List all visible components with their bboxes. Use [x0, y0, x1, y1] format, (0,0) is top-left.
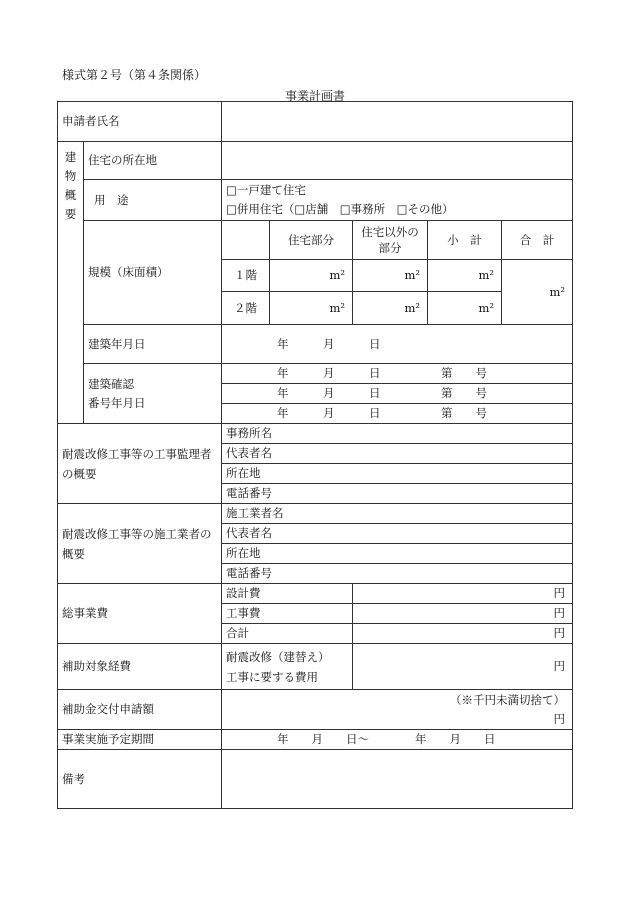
construction-cost-field[interactable]: 円: [353, 604, 573, 624]
contractor-address-field[interactable]: 所在地: [222, 544, 573, 564]
confirmation-row[interactable]: 年 月 日 第 号: [222, 364, 573, 384]
cost-total-field[interactable]: 円: [353, 624, 573, 644]
applicant-name-field[interactable]: [222, 102, 573, 142]
contractor-phone-field[interactable]: 電話番号: [222, 564, 573, 584]
floor-2-residential-area[interactable]: m²: [270, 292, 353, 325]
total-cost-label: 総事業費: [58, 584, 222, 644]
scale-header-subtotal: 小 計: [428, 221, 502, 260]
scale-header-total: 合 計: [502, 221, 573, 260]
document-title: 事業計画書: [284, 89, 345, 103]
scale-header-blank: [222, 221, 270, 260]
supervisor-representative-field[interactable]: 代表者名: [222, 444, 573, 464]
subsidy-target-label: 補助対象経費: [58, 644, 222, 690]
supervisor-phone-field[interactable]: 電話番号: [222, 484, 573, 504]
total-area[interactable]: m²: [502, 260, 573, 325]
subsidy-target-amount-field[interactable]: 円: [353, 644, 573, 690]
contractor-name-field[interactable]: 施工業者名: [222, 504, 573, 524]
confirmation-row[interactable]: 年 月 日 第 号: [222, 384, 573, 404]
rounding-note: （※千円未満切捨て）: [450, 692, 566, 707]
scale-header-residential: 住宅部分: [270, 221, 353, 260]
design-cost-label: 設計費: [222, 584, 353, 604]
supervisor-section-label: 耐震改修工事等の工事監理者の概要: [58, 424, 222, 504]
floor-2-label: ２階: [222, 292, 270, 325]
form-number-label: 様式第２号（第４条関係）: [62, 68, 207, 82]
design-cost-field[interactable]: 円: [353, 584, 573, 604]
supervisor-address-field[interactable]: 所在地: [222, 464, 573, 484]
building-confirmation-label: 建築確認 番号年月日: [84, 364, 222, 424]
floor-1-residential-area[interactable]: m²: [270, 260, 353, 292]
floor-1-label: １階: [222, 260, 270, 292]
remarks-label: 備考: [58, 750, 222, 809]
applicant-name-label: 申請者氏名: [58, 102, 222, 142]
construction-date-label: 建築年月日: [84, 325, 222, 364]
usage-options[interactable]: [222, 180, 573, 221]
cost-total-label: 合計: [222, 624, 353, 644]
subsidy-target-item: 耐震改修（建替え） 工事に要する費用: [222, 644, 353, 690]
usage-option-detached[interactable]: □一戸建て住宅: [226, 183, 306, 197]
period-label: 事業実施予定期間: [58, 730, 222, 750]
confirmation-row[interactable]: 年 月 日 第 号: [222, 404, 573, 424]
residence-location-label: 住宅の所在地: [84, 142, 222, 180]
contractor-representative-field[interactable]: 代表者名: [222, 524, 573, 544]
usage-label: 用 途: [84, 180, 222, 221]
subsidy-amount-label: 補助金交付申請額: [58, 690, 222, 730]
scale-header-non-residential: 住宅以外の 部分: [353, 221, 428, 260]
supervisor-office-name-field[interactable]: 事務所名: [222, 424, 573, 444]
scale-label: 規模（床面積）: [84, 221, 222, 325]
subsidy-amount-field[interactable]: （※千円未満切捨て） 円: [222, 690, 573, 730]
period-field[interactable]: 年 月 日～ 年 月 日: [222, 730, 573, 750]
floor-1-non-residential-area[interactable]: m²: [353, 260, 428, 292]
usage-option-mixed[interactable]: □併用住宅（□店舗 □事務所 □その他）: [226, 202, 454, 216]
building-overview-label: 建 物 概 要: [58, 142, 84, 424]
floor-2-non-residential-area[interactable]: m²: [353, 292, 428, 325]
floor-2-subtotal-area[interactable]: m²: [428, 292, 502, 325]
construction-date-field[interactable]: 年 月 日: [222, 325, 573, 364]
business-plan-table: [57, 101, 573, 809]
residence-location-field[interactable]: [222, 142, 573, 180]
contractor-section-label: 耐震改修工事等の施工業者の概要: [58, 504, 222, 584]
remarks-field[interactable]: [222, 750, 573, 809]
floor-1-subtotal-area[interactable]: m²: [428, 260, 502, 292]
construction-cost-label: 工事費: [222, 604, 353, 624]
